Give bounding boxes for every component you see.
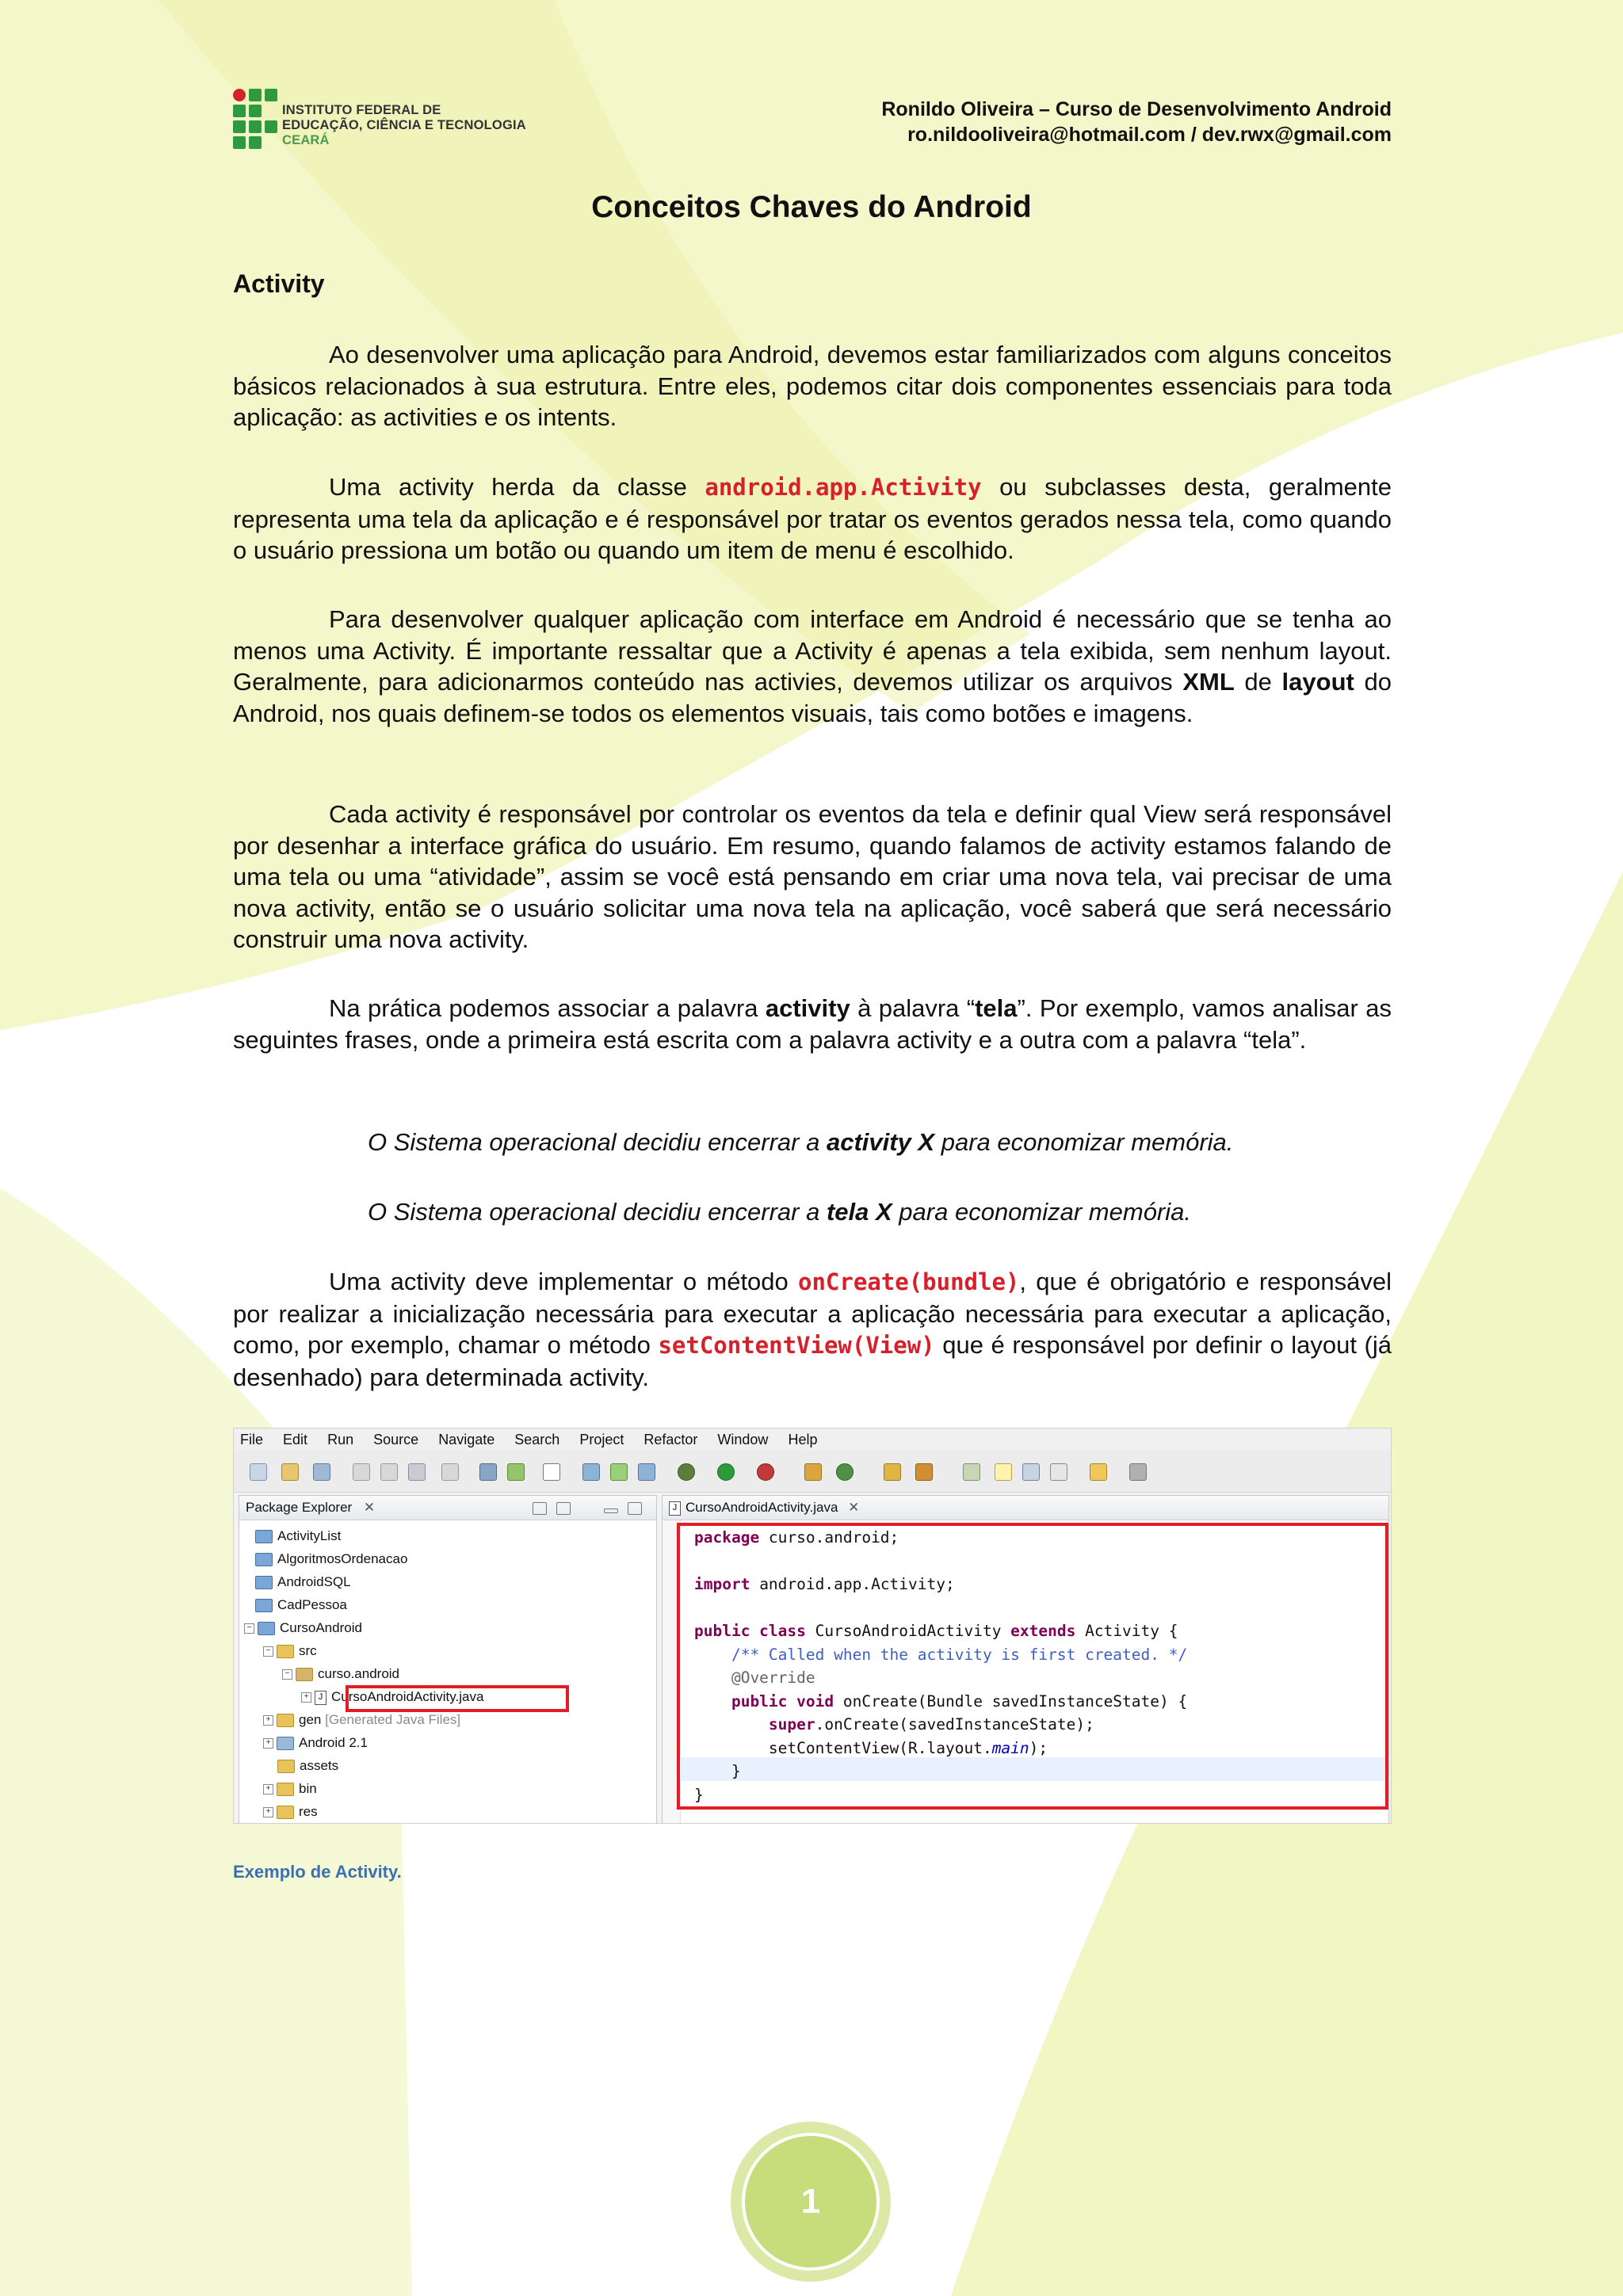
code-line-10: } [694,1785,704,1804]
tree-item-label: AlgoritmosOrdenacao [277,1551,408,1566]
quote-1-bold: activity X [826,1128,935,1156]
menu-run: Run [327,1432,354,1447]
menu-search: Search [514,1432,560,1447]
collapse-icon[interactable]: − [244,1623,254,1634]
logo-text [282,103,526,148]
paragraph-5-text-b: à palavra “ [850,994,976,1022]
code-keyword: public void [694,1691,834,1711]
header-author-block [881,97,1392,147]
print-icon [408,1463,426,1481]
code-line-5: @Override [694,1669,815,1687]
tree-item-label: gen [299,1712,322,1727]
build-icon [479,1463,497,1481]
ide-toolbar [234,1451,1391,1493]
editor-pane [662,1495,1389,1824]
tree-item-note: [Generated Java Files] [325,1712,461,1727]
menu-file: File [240,1432,264,1447]
paragraph-6-text-a: Uma activity deve implementar o método [329,1268,799,1295]
paragraph-4: Cada activity é responsável por controlar os eventos da tela e definir qual View será responsável por desenhar a interface gráfica do usuário. Em resumo, quando falamos de activity estamos falando de uma tela ou uma “atividade”, assim se você está pensando em criar uma nova tela, vai precisar de uma nova activity, então se o usuário solicitar uma nova tela na aplicação, você saberá que será necessário construir uma nova activity. [233,800,1392,953]
paragraph-3-text-a: Para desenvolver qualquer aplicação com interface em Android é necessário que se tenha ao menos uma Activity. É importante ressaltar que a Activity é apenas a tela exibida, sem nenhum layout. Geralmente, para adicionarmos conteúdo nas activies, devemos utilizar os arquivos [233,605,1392,696]
project-icon [255,1576,273,1589]
tree-item-label: ActivityList [277,1528,342,1543]
menu-window: Window [717,1432,769,1447]
save-icon [353,1463,370,1481]
page-number-badge [731,2122,891,2282]
tree-item-label: CursoAndroid [280,1620,362,1635]
tree-item-label: CursoAndroidActivity.java [331,1689,484,1704]
collapse-icon[interactable]: − [263,1646,273,1657]
open-type-icon [884,1463,901,1481]
tree-item-label: bin [299,1781,317,1796]
tree-item-label: src [299,1643,317,1658]
tree-item-bin[interactable] [263,1778,317,1800]
new-icon [250,1463,267,1481]
block-selection-icon [1022,1463,1040,1481]
tree-item-gen[interactable] [263,1709,460,1731]
code-line-9: } [694,1762,741,1780]
folder-icon [277,1760,295,1773]
expand-icon[interactable]: + [263,1784,273,1794]
package-icon [582,1463,600,1481]
collapse-icon[interactable]: − [282,1669,292,1680]
tree-item-android-lib[interactable] [263,1732,368,1754]
external-tools-icon [757,1463,774,1481]
paragraph-6-text-b: , que é obrigatório e responsável por realizar a inicialização necessária para executar a aplicação necessária para executar a aplicação, como, por exemplo, chamar o método [233,1268,1392,1359]
paragraph-5-text-a: Na prática podemos associar a palavra [329,994,766,1022]
package-explorer-tab[interactable] [239,1496,656,1520]
quote-1-text-a: O Sistema operacional decidiu encerrar a [368,1128,827,1156]
tree-item-label: Android 2.1 [299,1735,368,1750]
maximize-icon[interactable] [628,1502,642,1515]
highlight-box-java-file [346,1685,569,1712]
new-class-icon [804,1463,822,1481]
expand-icon[interactable]: + [263,1807,273,1817]
code-android-app-activity: android.app.Activity [705,474,982,501]
expand-icon[interactable]: + [263,1738,273,1749]
paragraph-5-tela: tela [975,994,1018,1022]
tree-item-cursoandroid[interactable] [244,1617,362,1639]
project-icon [255,1599,273,1612]
quote-1 [368,1127,1233,1158]
run-icon [717,1463,735,1481]
tree-item-assets[interactable] [277,1755,338,1777]
new-package-icon [313,1463,330,1481]
menu-source: Source [373,1432,419,1447]
toggle-icon [441,1463,459,1481]
quote-2-text-c: para economizar memória. [892,1198,1192,1226]
page-number: 1 [800,2182,821,2221]
package-explorer-pane [239,1495,657,1824]
java-file-icon: J [669,1501,681,1516]
logo-line-2: EDUCAÇÃO, CIÊNCIA E TECNOLOGIA [282,118,526,132]
close-icon[interactable]: ✕ [363,1500,376,1515]
quote-1-text-c: para economizar memória. [934,1128,1234,1156]
avd-icon [638,1463,655,1481]
paragraph-5-activity: activity [765,994,850,1022]
code-text: .onCreate(savedInstanceState); [815,1715,1094,1733]
tree-item-label: AndroidSQL [277,1574,351,1589]
logo-line-3: CEARÁ [282,133,330,147]
contact-line: ro.nildooliveira@hotmail.com / dev.rwx@gmail.com [907,124,1392,146]
save-all-icon [380,1463,398,1481]
folder-icon [277,1783,294,1796]
paragraph-2 [233,471,1392,566]
tree-item-androidsql[interactable] [255,1571,351,1593]
section-heading: Activity [233,269,325,298]
menu-project: Project [579,1432,624,1447]
code-keyword: public class [694,1622,806,1640]
editor-tab-label: CursoAndroidActivity.java [685,1500,838,1515]
figure-caption: Exemplo de Activity. [233,1862,402,1882]
ide-menubar [234,1428,1391,1451]
code-keyword: package [694,1528,760,1547]
menu-refactor: Refactor [643,1432,698,1447]
paragraph-5 [233,993,1392,1055]
collapse-all-icon[interactable] [533,1502,547,1515]
minimize-icon[interactable] [604,1508,618,1513]
tree-item-label: assets [300,1758,339,1773]
package-icon [296,1668,313,1681]
code-line-4: /** Called when the activity is first created. */ [694,1645,1188,1664]
next-annotation-icon [1090,1463,1107,1481]
project-icon [258,1622,275,1635]
project-icon [255,1530,273,1543]
menu-edit: Edit [283,1432,308,1447]
eclipse-screenshot [233,1428,1392,1824]
close-icon[interactable]: ✕ [848,1500,860,1515]
tree-item-res[interactable] [263,1801,318,1823]
tree-item-algoritmosordenacao[interactable] [255,1548,407,1570]
code-keyword: extends [1010,1622,1076,1640]
code-keyword: super [694,1715,815,1733]
code-text: Activity { [1075,1622,1178,1640]
quote-2-text-a: O Sistema operacional decidiu encerrar a [368,1198,827,1226]
highlight-box-code [677,1523,1388,1810]
paragraph-2-text-b: ou subclasses desta, geralmente representa uma tela da aplicação e é responsável por tratar os eventos gerados nessa tela, como quando o usuário pressiona um botão ou quando um item de menu é escolhido. [233,473,1392,564]
android-sdk-icon [610,1463,628,1481]
back-icon [1129,1463,1147,1481]
paragraph-3-layout: layout [1281,668,1354,696]
menu-navigate: Navigate [438,1432,495,1447]
debug-icon [678,1463,695,1481]
paragraph-3-text-b: de [1234,668,1282,696]
code-field: main [991,1738,1029,1757]
show-whitespace-icon [1050,1463,1067,1481]
code-setcontentview: setContentView(View) [658,1332,935,1359]
android-icon [507,1463,525,1481]
tree-item-cadpessoa[interactable] [255,1594,347,1616]
code-text: android.app.Activity; [750,1575,955,1593]
quote-2-bold: tela X [826,1198,892,1226]
quote-2 [368,1196,1191,1228]
java-file-icon: J [315,1691,327,1705]
author-line: Ronildo Oliveira – Curso de Desenvolvimento Android [881,98,1392,120]
tree-item-label: CadPessoa [277,1597,347,1612]
library-icon [277,1737,294,1750]
paragraph-3 [233,604,1392,729]
tree-item-activitylist[interactable] [255,1525,341,1547]
page-title: Conceitos Chaves do Android [591,190,1032,224]
expand-icon[interactable]: + [301,1692,311,1703]
project-icon [255,1553,273,1566]
code-text: ); [1029,1738,1048,1757]
paragraph-6-text-c: que é responsável por definir o layout (já desenhado) para determinada activity. [233,1331,1392,1391]
institution-logo [233,87,550,154]
paragraph-1: Ao desenvolver uma aplicação para Android, devemos estar familiarizados com alguns conceitos básicos relacionados à sua estrutura. Entre eles, podemos citar dois componentes essenciais para toda aplicação: as activities e os intents. [233,341,1392,431]
paragraph-6 [233,1266,1392,1393]
tree-item-src[interactable] [263,1640,317,1662]
logo-grid-icon [233,89,277,152]
paragraph-2-text-a: Uma activity herda da classe [329,473,705,501]
tree-item-label: res [299,1804,318,1819]
code-text: curso.android; [759,1528,899,1547]
folder-icon [277,1714,294,1727]
paragraph-3-text-c: do Android, nos quais definem-se todos os elementos visuais, tais como botões e imagens. [233,668,1392,727]
logo-line-1: INSTITUTO FEDERAL DE [282,103,441,117]
annotation-icon [963,1463,980,1481]
tree-item-package[interactable] [282,1663,399,1685]
tree-item-label: curso.android [318,1666,400,1681]
search-icon [915,1463,933,1481]
paragraph-5-text-c: ”. Por exemplo, vamos analisar as seguintes frases, onde a primeira está escrita com a palavra activity e a outra com a palavra “tela”. [233,994,1392,1054]
task-icon [543,1463,560,1481]
code-text: CursoAndroidActivity [805,1622,1011,1640]
paragraph-3-xml: XML [1182,668,1235,696]
package-explorer-title: Package Explorer [246,1500,353,1515]
highlight-icon [995,1463,1012,1481]
new-java-class-icon [836,1463,854,1481]
code-text: setContentView(R.layout. [694,1738,992,1757]
menu-help: Help [788,1432,818,1447]
open-icon [281,1463,299,1481]
folder-icon [277,1806,294,1819]
editor-tab[interactable] [663,1496,1388,1520]
code-keyword: import [694,1575,750,1593]
expand-icon[interactable]: + [263,1715,273,1726]
source-folder-icon [277,1645,294,1658]
code-text: onCreate(Bundle savedInstanceState) { [834,1691,1188,1711]
link-editor-icon[interactable] [556,1502,571,1515]
code-oncreate: onCreate(bundle) [798,1268,1020,1295]
